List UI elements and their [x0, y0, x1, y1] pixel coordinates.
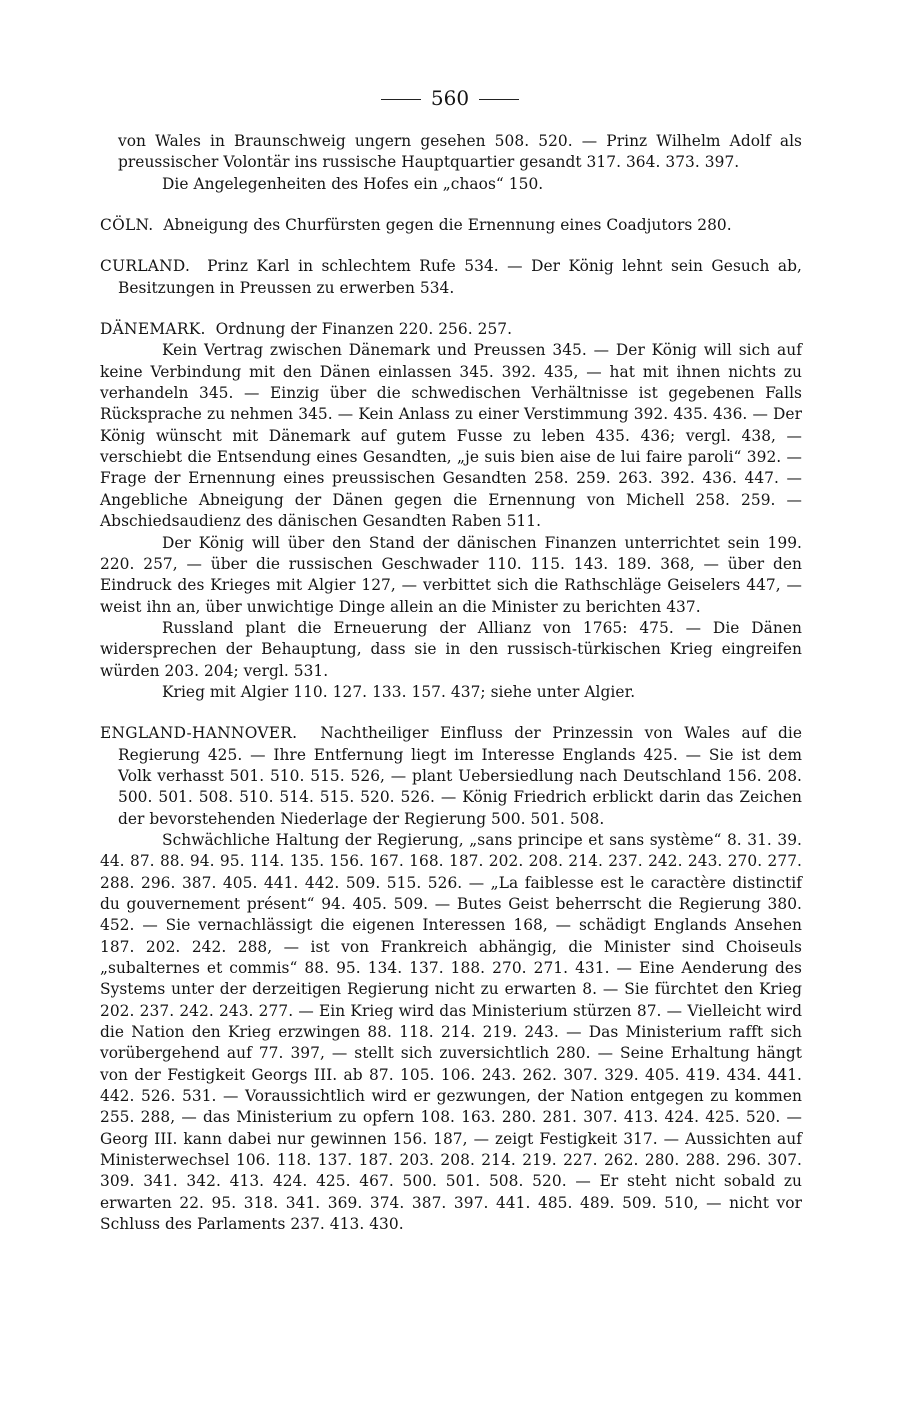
index-entry-curland	[100, 256, 802, 299]
entry-paragraph: Krieg mit Algier 110. 127. 133. 157. 437; siehe unter Algier.	[162, 682, 636, 701]
entry-heading: DÄNEMARK.	[100, 320, 206, 339]
entry-paragraph	[100, 319, 802, 340]
entry-paragraph: Die Angelegenheiten des Hofes ein „chaos“ 150.	[162, 174, 544, 193]
header-rule-left	[381, 99, 421, 100]
entry-paragraph: Kein Vertrag zwischen Dänemark und Preussen 345. — Der König will sich auf keine Verbindung mit den Dänen einlassen 345. 392. 435, — hat mit ihnen nichts zu verhandeln 345. — Einzig über die schwedischen Verhältnisse ist gegebenen Falls Rücksprache zu nehmen 345. — Kein Anlass zu einer Verstimmung 392. 435. 436. — Der König wünscht mit Dänemark auf gutem Fusse zu leben 435. 436; vergl. 438, — verschiebt die Entsendung eines Gesandten, „je suis bien aise de lui faire paroli“ 392. — Frage der Ernennung eines preussischen Gesandten 258. 259. 263. 392. 436. 447. — Angebliche Abneigung der Dänen gegen die Ernennung von Michell 258. 259. — Abschiedsaudienz des dänischen Gesandten Raben 511.	[100, 341, 802, 531]
entry-paragraph	[100, 723, 802, 830]
entry-paragraph: Russland plant die Erneuerung der Allianz von 1765: 475. — Die Dänen widersprechen der Behauptung, dass sie in den russisch-türkischen Krieg eingreifen würden 203. 204; vergl. 531.	[100, 618, 802, 680]
entry-text: Prinz Karl in schlechtem Rufe 534. — Der König lehnt sein Gesuch ab, Besitzungen in Preussen zu erwerben 534.	[118, 257, 803, 297]
header-rule-right	[479, 99, 519, 100]
entry-paragraph: von Wales in Braunschweig ungern gesehen 508. 520. — Prinz Wilhelm Adolf als preussischer Volontär ins russische Hauptquartier gesandt 317. 364. 373. 397.	[118, 132, 802, 172]
entry-heading: CÖLN.	[100, 216, 154, 235]
index-text	[100, 131, 802, 1256]
page-number: 560	[430, 86, 470, 110]
index-entry-continued	[100, 131, 802, 195]
entry-paragraph	[100, 215, 802, 236]
entry-paragraph: Schwächliche Haltung der Regierung, „sans principe et sans système“ 8. 31. 39. 44. 87. 88. 94. 95. 114. 135. 156. 167. 168. 187. 202. 208. 214. 237. 242. 243. 270. 277. 288. 296. 387. 405. 441. 442. 509. 515. 526. — „La faiblesse est le caractère distinctif du gouvernement présent“ 94. 405. 509. — Butes Geist beherrscht die Regierung 380. 452. — Sie vernachlässigt die eigenen Interessen 168, — schädigt Englands Ansehen 187. 202. 242. 288, — ist von Frankreich abhängig, die Minister sind Choiseuls „subalternes et commis“ 88. 95. 134. 137. 188. 270. 271. 431. — Eine Aenderung des Systems unter der derzeitigen Regierung nicht zu erwarten 8. — Sie fürchtet den Krieg 202. 237. 242. 243. 277. — Ein Krieg wird das Ministerium stürzen 87. — Vielleicht wird die Nation den Krieg erzwingen 88. 118. 214. 219. 243. — Das Ministerium rafft sich vorübergehend auf 77. 397, — stellt sich zuversichtlich 280. — Seine Erhaltung hängt von der Festigkeit Georgs III. ab 87. 105. 106. 243. 262. 307. 329. 405. 419. 434. 441. 442. 526. 531. — Voraussichtlich wird er gezwungen, der Nation entgegen zu kommen 255. 288, — das Ministerium zu opfern 108. 163. 280. 281. 307. 413. 424. 425. 520. — Georg III. kann dabei nur gewinnen 156. 187, — zeigt Festigkeit 317. — Aussichten auf Ministerwechsel 106. 118. 137. 187. 203. 208. 214. 219. 227. 262. 280. 288. 296. 307. 309. 341. 342. 413. 424. 425. 467. 500. 501. 508. 520. — Er steht nicht sobald zu erwarten 22. 95. 318. 341. 369. 374. 387. 397. 441. 485. 489. 509. 510, — nicht vor Schluss des Parlaments 237. 413. 430.	[100, 830, 802, 1234]
entry-text: Nachtheiliger Einfluss der Prinzessin von Wales auf die Regierung 425. — Ihre Entfernung liegt im Interesse Englands 425. — Sie ist dem Volk verhasst 501. 510. 515. 526, — plant Uebersiedlung nach Deutschland 156. 208. 500. 501. 508. 510. 514. 515. 520. 526. — König Friedrich erblickt darin das Zeichen der bevorstehenden Niederlage der Regierung 500. 501. 508.	[118, 724, 802, 828]
entry-paragraph	[100, 256, 802, 299]
entry-text: Ordnung der Finanzen 220. 256. 257.	[215, 320, 513, 339]
index-entry-coeln	[100, 215, 802, 236]
page-header	[0, 84, 900, 112]
entry-text: Abneigung des Churfürsten gegen die Ernennung eines Coadjutors 280.	[163, 216, 732, 235]
entry-paragraph: Der König will über den Stand der dänischen Finanzen unterrichtet sein 199. 220. 257, — über die russischen Geschwader 110. 115. 143. 189. 368, — über den Eindruck des Krieges mit Algier 127, — verbittet sich die Rathschläge Geiselers 447, — weist ihn an, über unwichtige Dinge allein an die Minister zu berichten 437.	[100, 533, 802, 616]
index-entry-daenemark	[100, 319, 802, 703]
index-entry-england-hannover	[100, 723, 802, 1235]
entry-heading: CURLAND.	[100, 257, 191, 276]
entry-heading: ENGLAND-HANNOVER.	[100, 724, 298, 743]
